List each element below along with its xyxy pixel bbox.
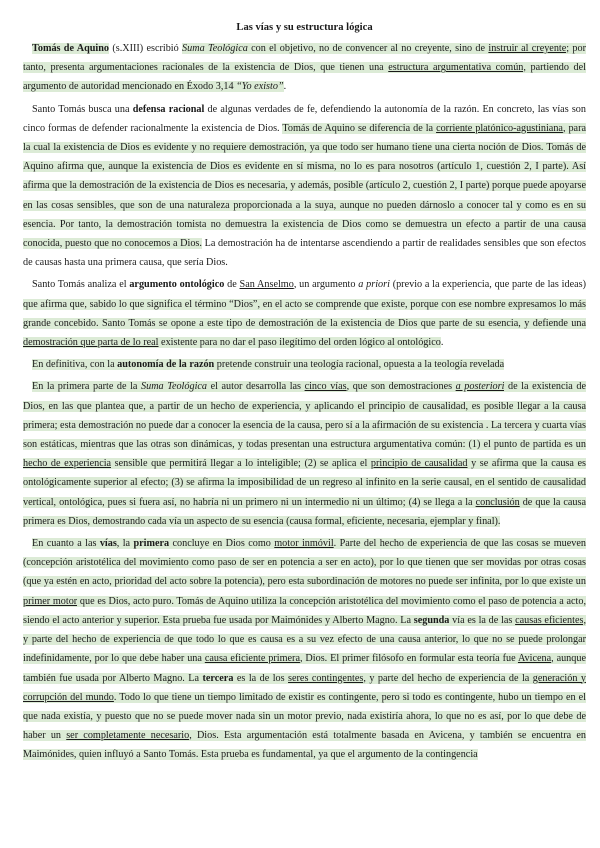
bold-term: tercera [202, 672, 234, 684]
bold-term: argumento ontológico [129, 279, 225, 291]
italic-term: a posteriori [455, 381, 505, 393]
underlined-term: Avicena [517, 653, 552, 665]
text-span: (previo a la experiencia, que parte de las ideas) [389, 279, 587, 291]
text-span: , Dios. El primer filósofo en formular esta teoría fue [299, 653, 518, 665]
text-span: En la primera parte de la [32, 381, 142, 393]
bold-term: autonomía de la razón [117, 359, 215, 371]
text-span: , y parte del hecho de experiencia de la [363, 672, 533, 684]
bold-term: defensa racional [132, 103, 205, 115]
text-span: , aunque también fue usada por Alberto Magno. La [23, 653, 586, 684]
text-span: , que son demostraciones [346, 381, 456, 393]
text-span: La demostración ha de intentarse ascendiendo a partir de realidades sensibles que son efectos de causas hasta una primera causa, que sería Dios. [23, 238, 586, 269]
text-span: existente para no dar el paso ilegítimo del orden lógico al ontológico [158, 337, 441, 349]
author-name: Tomás de Aquino [32, 43, 110, 54]
bold-term: vías [99, 538, 117, 550]
underlined-term: causa eficiente primera [204, 653, 300, 665]
underlined-term: instruir al creyente [488, 43, 567, 54]
underlined-term: seres contingentes [288, 672, 364, 684]
text-span: . [440, 337, 444, 349]
text-span: pretende construir una teología racional, opuesta a la teología revelada [214, 359, 505, 371]
text-span: En definitiva, con la [32, 359, 118, 371]
book-title: Suma Teológica [182, 43, 248, 54]
underlined-term: hecho de experiencia [23, 458, 112, 470]
text-span: En cuanto a las [32, 538, 100, 550]
italic-term: a priori [358, 279, 390, 291]
paragraph-ontological [23, 275, 586, 352]
text-span: que es Dios, acto puro. Tomás de Aquino utiliza la concepción aristotélica del movimiento como el paso de potencia a acto, siendo el acto anterior y superior. Esta prueba fue usada por Maimónides y Alberto Magno. La [23, 595, 586, 626]
text-span: es la de los [233, 672, 289, 684]
text-span: y se afirma que la causa es ontológicamente superior al efecto; (3) se afirma la imposibilidad de un regreso al infinito en la serie causal, en el sentido de causalidad vertical, ontológica, pues si fuera así, no habría ni un primero ni un intermedio ni un último; (4) se llega a la [23, 458, 586, 508]
text-span: . Todo lo que tiene un tiempo limitado de existir es contingente, pero si todo es contingente, hubo un tiempo en el que nada existía, y puesto que no se puede mover nada sin un motor previo, nada existiría ahora, lo que no es así, por lo que debe de haber un [23, 691, 586, 742]
document-title: Las vías y su estructura lógica [236, 22, 373, 33]
text-span: de que la causa primera es Dios, demostrando cada vía un aspecto de su esencia (causa formal, eficiente, necesaria, ejemplar y final). [23, 496, 586, 527]
underlined-term: cinco vías [304, 381, 347, 393]
text-span: , partiendo del argumento de autoridad mencionado en Éxodo 3,14 [23, 62, 586, 93]
underlined-term: principio de causalidad [370, 458, 468, 470]
text-span: , la [116, 538, 134, 550]
text-span: vía es la de las [449, 614, 516, 626]
text-span: Santo Tomás analiza el [32, 279, 130, 291]
quote: “Yo existo” [236, 81, 284, 93]
text-span: que afirma que, sabido lo que significa el término “Dios”, en el acto se comprende que existe, porque con ese nombre expresamos lo más grande concebido. Santo Tomás se opone a este tipo de demostración de la existencia de Dios que parte de su esencia, y defiende una [23, 298, 586, 329]
text-span: Santo Tomás busca una [32, 103, 133, 115]
text-span: , un argumento [293, 279, 359, 291]
underlined-term: conclusión [475, 496, 520, 508]
text-span: Tomás de Aquino se diferencia de la [282, 122, 437, 134]
paragraph-five-ways [23, 377, 586, 531]
text-span: , para la cual la existencia de Dios es evidente y no requiere demostración, ya que todo ser humano tiene una cierta noción de Dios. Tomás de Aquino afirma que, aunque la existencia de Dios es evidente en sí misma, no lo es para nosotros (artículo 1, cuestión 2, I parte). Así afirma que la demostración de la existencia de Dios es necesaria, y además, posible (artículo 2, cuestión 2, I parte) porque puede apoyarse en las cosas sensibles, que son de una naturaleza proporcionada a la suya, aunque no pueden dárnoslo a conocer tal y como es en su esencia. Por tanto, la demostración tomista no demuestra la existencia de Dios como se demuestra un efecto a partir de una causa conocida, puesto que no conocemos a Dios. [23, 122, 586, 250]
paragraph-intro [23, 39, 586, 97]
bold-term: segunda [413, 614, 450, 626]
bold-term: primera [133, 538, 170, 550]
underlined-term: estructura argumentativa común [388, 62, 524, 74]
text-span: de la existencia de Dios, en las que plantea que, a partir de un hecho de experiencia, y aplicando el principio de causalidad, es posible llegar a la causa primera; esta demostración no puede dar a conocer la esencia de la causa, pero sí a la afirmación de su existencia . La tercera y cuarta vías son estáticas, mientras que las otras son dinámicas, y todas presentan una estructura argumentativa común: (1) el punto de partida es un [23, 381, 586, 451]
text-span: con el objetivo, no de convencer al no creyente, sino de [247, 43, 489, 54]
text-span: el autor desarrolla las [207, 381, 305, 393]
underlined-term: motor inmóvil [274, 538, 334, 550]
underlined-term: corriente platónico-agustiniana [436, 122, 563, 134]
paragraph-autonomy [23, 355, 586, 374]
text-span: ; por tanto, presenta argumentaciones racionales de la existencia de Dios, que tienen una [23, 43, 587, 74]
text-span: , y parte del hecho de experiencia de que todo lo que es causa es a su vez efecto de una causa anterior, lo que no se puede prolongar indefinidamente, por lo que debe haber una [23, 614, 587, 665]
text-span: sensible que permitirá llegar a lo inteligible; (2) se aplica el [111, 458, 371, 470]
underlined-term: primer motor [23, 595, 78, 607]
underlined-term: generación y corrupción del mundo [23, 672, 586, 703]
text-span: de algunas verdades de fe, defendiendo la autonomía de la razón. En concreto, las vías son cinco formas de defender racionalmente la existencia de Dios. [23, 103, 586, 134]
text-span: , Dios. Esta argumentación está totalmente basada en Avicena, y también se encuentra en Maimónides, quien influyó a Santo Tomás. Esta prueba es fundamental, ya que el argumento de la contingencia [23, 730, 586, 761]
book-title: Suma Teológica [141, 381, 208, 393]
text-span: concluye en Dios como [169, 538, 275, 550]
underlined-term: San Anselmo [239, 279, 294, 291]
paragraph-defense [23, 100, 586, 273]
text-span: (s.XIII) escribió [109, 43, 183, 54]
text-span: . Parte del hecho de experiencia de que las cosas se mueven (concepción aristotélica del movimiento como paso de ser en potencia a ser en acto), por lo que tienen que ser movidas por otras cosas (que ya estén en acto, prioridad del acto sobre la potencia), pero esta subordinación de motores no puede ser infinita, por lo que existe un [23, 538, 587, 588]
paragraph-ways-detail [23, 534, 586, 764]
text-span: de [224, 279, 240, 291]
underlined-term: causas eficientes [515, 614, 584, 626]
underlined-term: demostración que parta de lo real [23, 337, 159, 349]
underlined-term: ser completamente necesario [66, 730, 190, 742]
text-span: . [283, 81, 287, 93]
